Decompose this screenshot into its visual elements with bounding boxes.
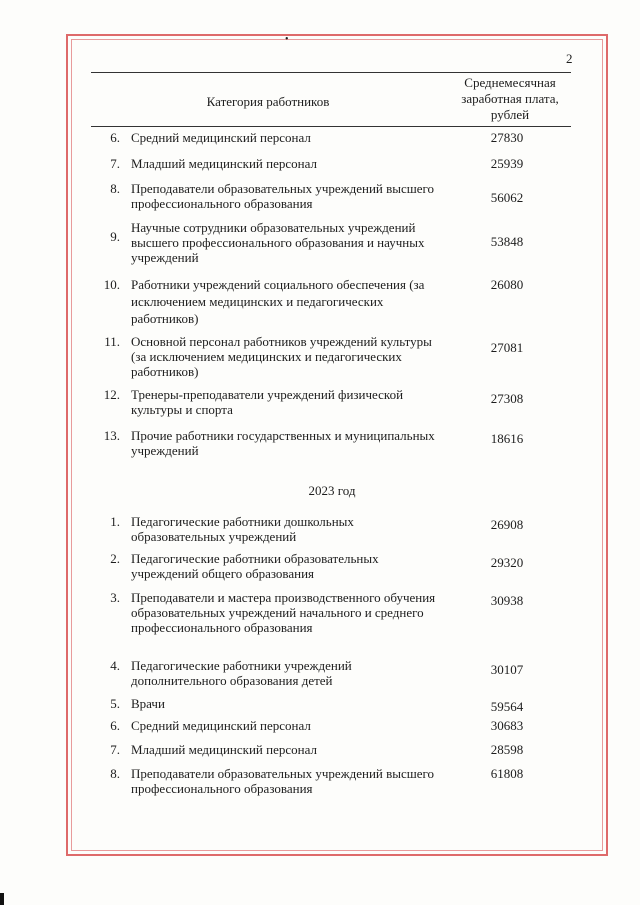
- row-category: Педагогические работники дошкольных образовательных учреждений: [131, 514, 354, 544]
- page-number: 2: [566, 51, 573, 66]
- row-salary: 61808: [490, 766, 524, 781]
- section-year-heading: 2023 год: [308, 483, 356, 498]
- row-salary: 29320: [490, 555, 524, 570]
- scan-dot: •: [285, 34, 289, 45]
- row-salary: 59564: [490, 699, 524, 714]
- row-salary: 18616: [490, 431, 524, 446]
- row-number: 8.: [110, 766, 120, 781]
- row-category: Средний медицинский персонал: [131, 130, 311, 145]
- row-number: 2.: [110, 551, 120, 566]
- row-category: Средний медицинский персонал: [131, 718, 311, 733]
- row-number: 1.: [110, 514, 120, 529]
- row-salary: 53848: [490, 234, 524, 249]
- row-number: 9.: [110, 229, 120, 244]
- row-number: 6.: [110, 130, 120, 145]
- row-category: Младший медицинский персонал: [131, 742, 317, 757]
- row-category: Младший медицинский персонал: [131, 156, 317, 171]
- row-salary: 28598: [490, 742, 524, 757]
- row-salary: 30938: [490, 593, 524, 608]
- header-category: Категория работников: [206, 94, 330, 109]
- row-category: Врачи: [131, 696, 165, 711]
- row-salary: 25939: [490, 156, 524, 171]
- row-category: Научные сотрудники образовательных учреждений высшего профессионального образования и научных учреждений: [131, 220, 425, 265]
- row-number: 7.: [110, 742, 120, 757]
- row-number: 13.: [103, 428, 120, 443]
- row-salary: 30683: [490, 718, 524, 733]
- row-number: 5.: [110, 696, 120, 711]
- table-header-rule: [91, 126, 571, 127]
- row-category: Педагогические работники учреждений дополнительного образования детей: [131, 658, 352, 688]
- row-number: 4.: [110, 658, 120, 673]
- row-number: 10.: [103, 277, 120, 292]
- row-category: Преподаватели образовательных учреждений высшего профессионального образования: [131, 766, 435, 796]
- row-salary: 26080: [490, 277, 524, 292]
- row-salary: 27081: [490, 340, 524, 355]
- row-salary: 27308: [490, 391, 524, 406]
- row-category: Прочие работники государственных и муниципальных учреждений: [131, 428, 435, 458]
- row-number: 11.: [104, 334, 120, 349]
- row-number: 7.: [110, 156, 120, 171]
- row-category: Тренеры-преподаватели учреждений физической культуры и спорта: [131, 387, 404, 417]
- row-number: 12.: [103, 387, 120, 402]
- row-salary: 30107: [490, 662, 524, 677]
- row-category: Преподаватели и мастера производственного обучения образовательных учреждений начального и среднего профессионального образования: [131, 590, 436, 635]
- row-salary: 27830: [490, 130, 524, 145]
- row-salary: 56062: [490, 190, 524, 205]
- row-category: Педагогические работники образовательных учреждений общего образования: [131, 551, 379, 581]
- row-number: 8.: [110, 181, 120, 196]
- row-number: 6.: [110, 718, 120, 733]
- row-salary: 26908: [490, 517, 524, 532]
- row-category: Основной персонал работников учреждений культуры (за исключением медицинских и педагогических работников): [131, 334, 432, 379]
- row-category: Преподаватели образовательных учреждений высшего профессионального образования: [131, 181, 435, 211]
- scan-mark: [0, 893, 4, 905]
- table-top-rule: [91, 72, 571, 73]
- row-category: Работники учреждений социального обеспечения (за исключением медицинских и педагогических работников): [131, 277, 425, 326]
- header-salary: Среднемесячная заработная плата, рублей: [461, 75, 559, 122]
- row-number: 3.: [110, 590, 120, 605]
